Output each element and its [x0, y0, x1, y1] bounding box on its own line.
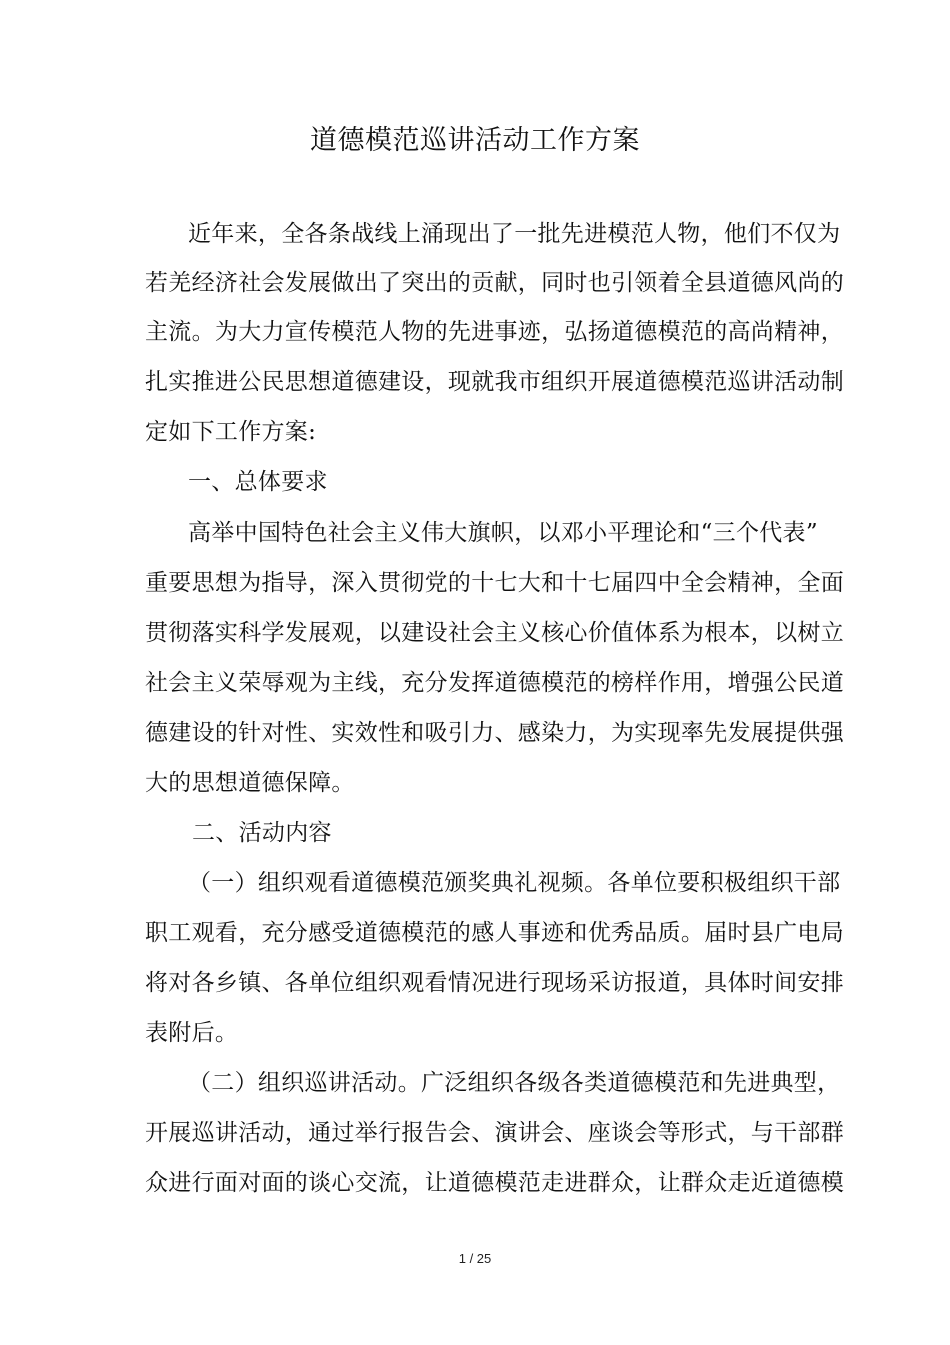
section-heading: 二、活动内容	[192, 820, 332, 846]
paragraph-line: 表附后。	[145, 1020, 239, 1046]
paragraph-line: 近年来，全各条战线上涌现出了一批先进模范人物，他们不仅为	[188, 221, 841, 247]
paragraph-line: 开展巡讲活动，通过举行报告会、演讲会、座谈会等形式，与干部群	[145, 1120, 844, 1146]
section-heading: 一、总体要求	[188, 469, 328, 495]
paragraph-line: 将对各乡镇、各单位组织观看情况进行现场采访报道，具体时间安排	[145, 970, 844, 996]
paragraph-line: 若羌经济社会发展做出了突出的贡献，同时也引领着全县道德风尚的	[145, 270, 844, 296]
paragraph-line: 众进行面对面的谈心交流，让道德模范走进群众，让群众走近道德模	[145, 1170, 844, 1196]
paragraph-line: 职工观看，充分感受道德模范的感人事迹和优秀品质。届时县广电局	[145, 920, 844, 946]
page-number: 1 / 25	[458, 1251, 492, 1266]
paragraph-line: （二）组织巡讲活动。广泛组织各级各类道德模范和先进典型，	[188, 1070, 841, 1096]
paragraph-line: 扎实推进公民思想道德建设，现就我市组织开展道德模范巡讲活动制	[145, 369, 844, 395]
paragraph-line: 大的思想道德保障。	[145, 770, 355, 796]
paragraph-line: 重要思想为指导，深入贯彻党的十七大和十七届四中全会精神，全面	[145, 570, 844, 596]
paragraph-line: 社会主义荣辱观为主线，充分发挥道德模范的榜样作用，增强公民道	[145, 670, 844, 696]
paragraph-line: 定如下工作方案:	[145, 419, 317, 445]
paragraph-line: 贯彻落实科学发展观，以建设社会主义核心价值体系为根本，以树立	[145, 620, 844, 646]
paragraph-line: 主流。为大力宣传模范人物的先进事迹，弘扬道德模范的高尚精神，	[145, 319, 844, 345]
paragraph-line: 高举中国特色社会主义伟大旗帜，以邓小平理论和“三个代表”	[188, 520, 818, 546]
paragraph-line: （一）组织观看道德模范颁奖典礼视频。各单位要积极组织干部	[188, 870, 841, 896]
paragraph-line: 德建设的针对性、实效性和吸引力、感染力，为实现率先发展提供强	[145, 720, 844, 746]
document-title: 道德模范巡讲活动工作方案	[310, 125, 640, 156]
